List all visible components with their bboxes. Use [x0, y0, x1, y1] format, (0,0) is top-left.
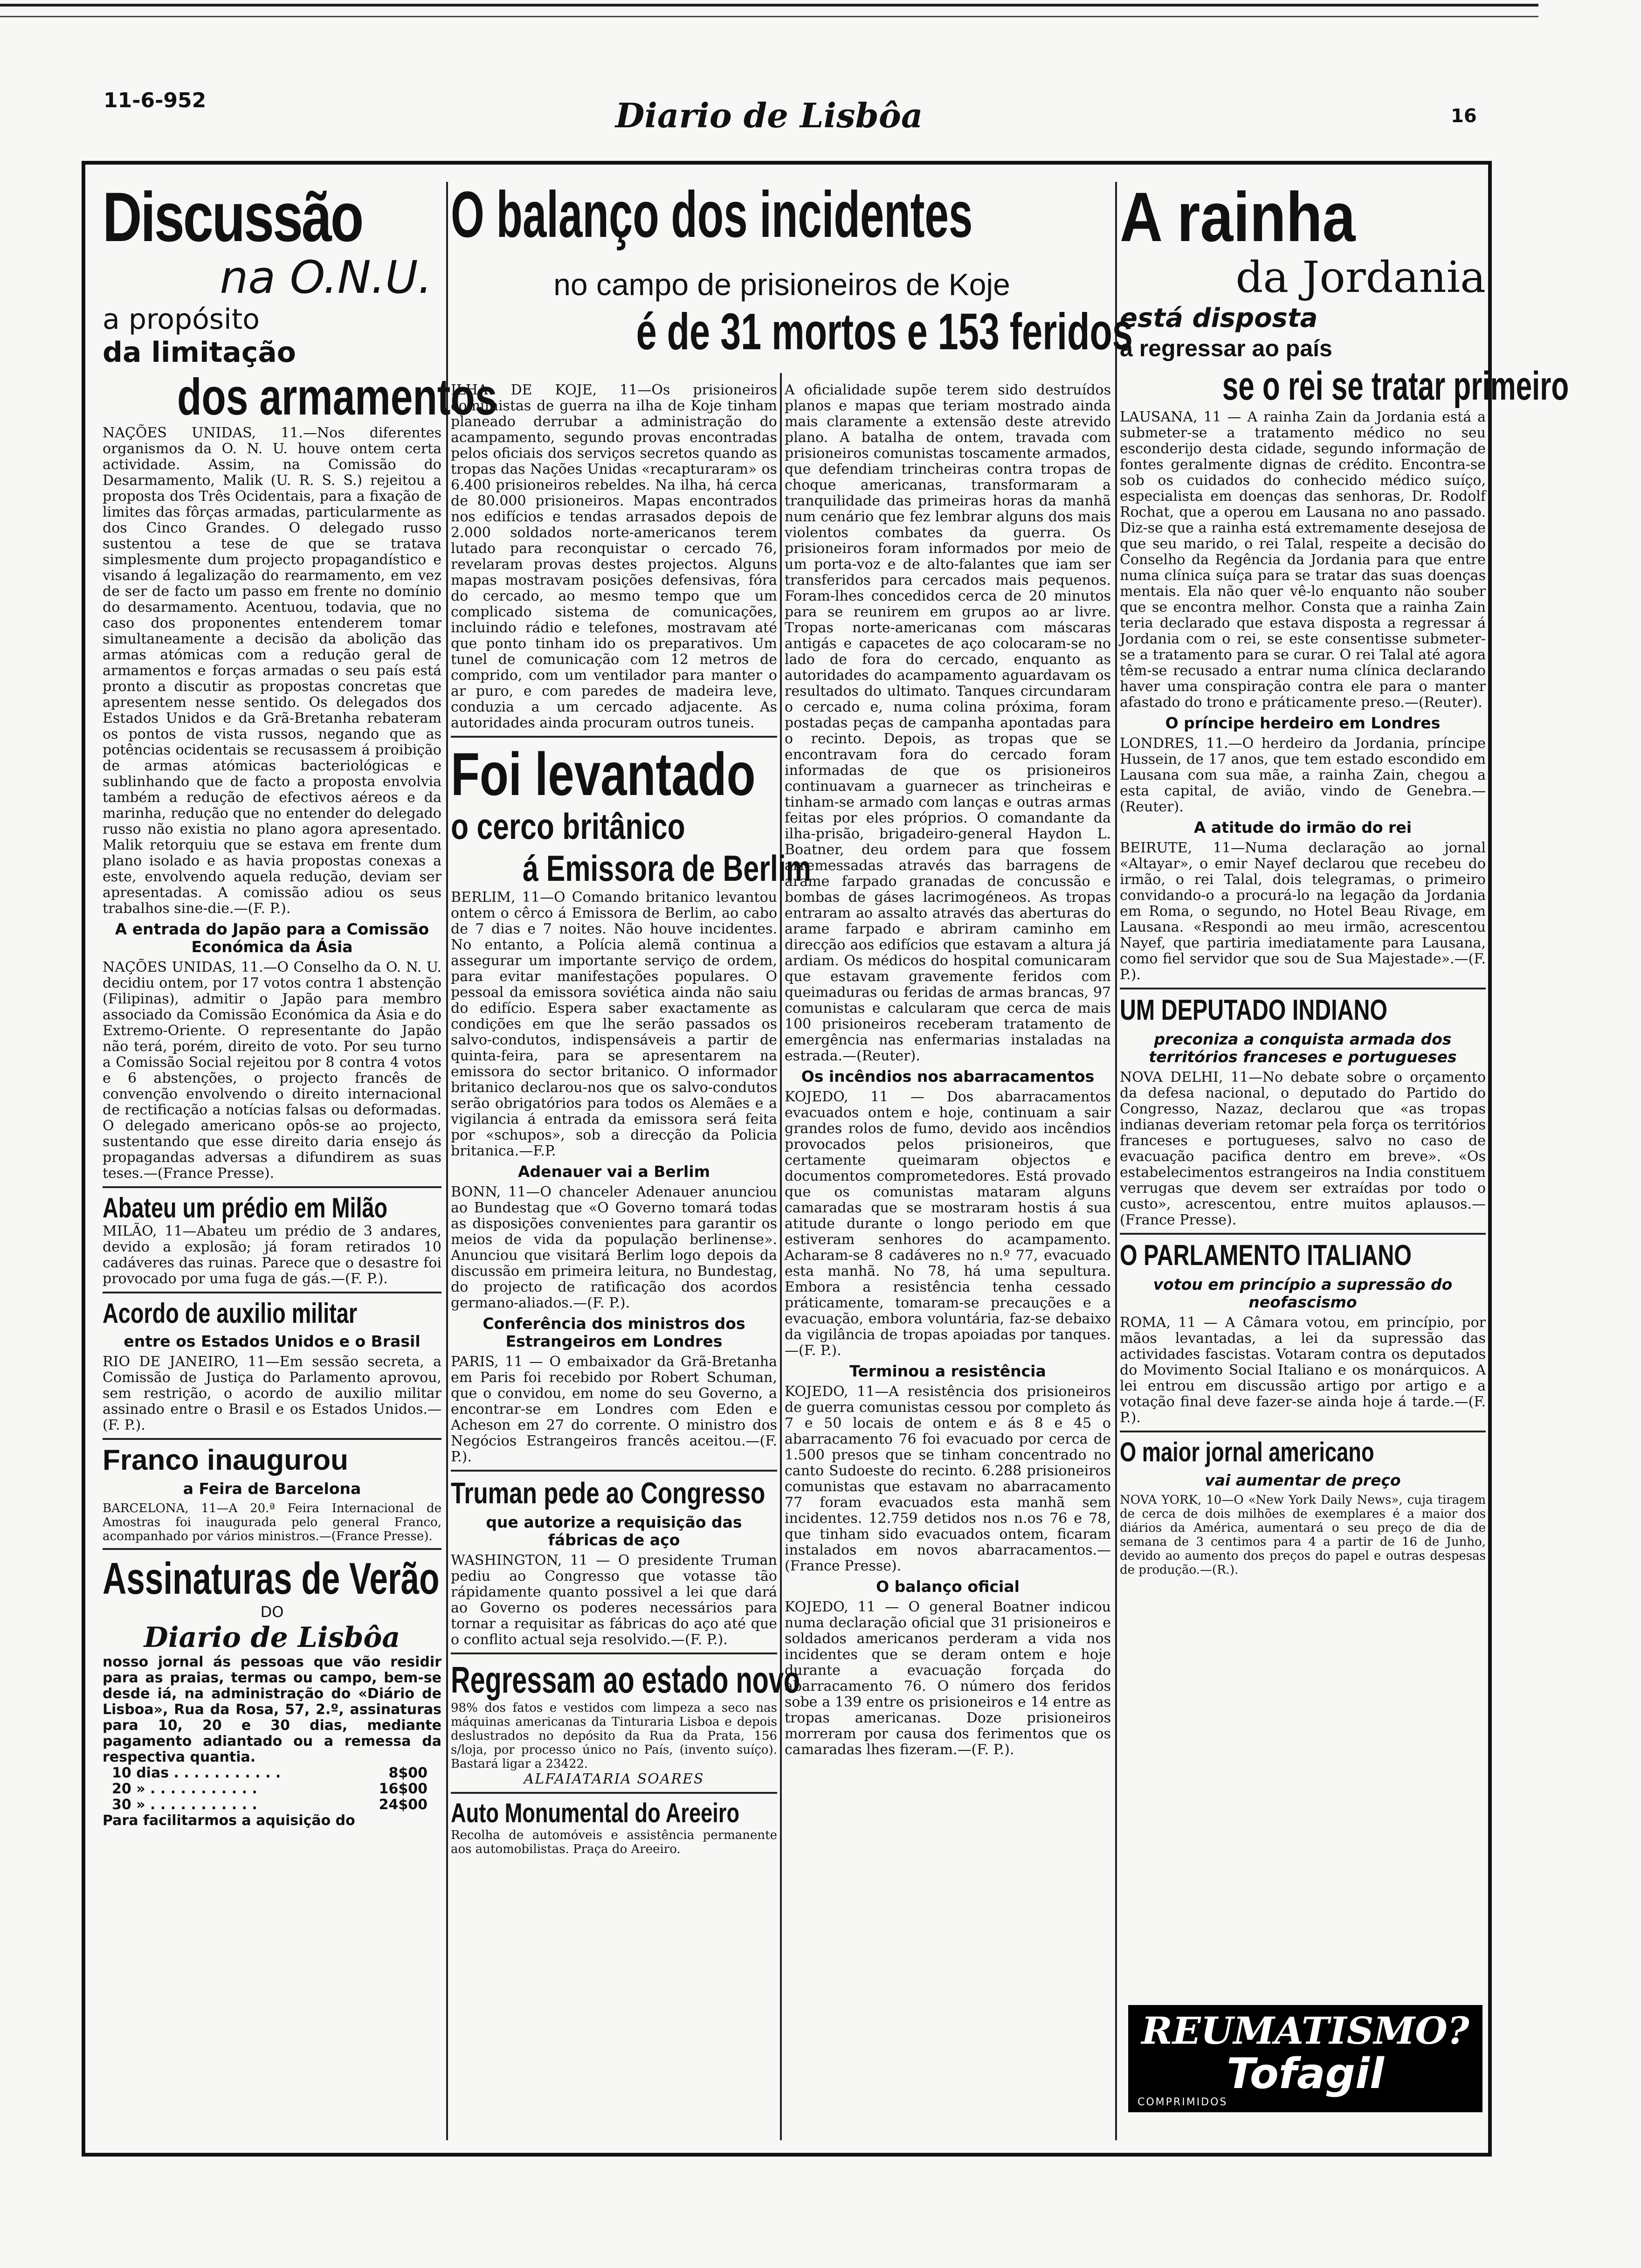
subhead-incendios: Os incêndios nos abarracamentos: [801, 1067, 1095, 1086]
headline-koje: no campo de prisioneiros de Koje: [553, 267, 1010, 302]
ad-regressam-signature: ALFAIATARIA SOARES: [524, 1771, 704, 1787]
headline-foi-levantado: Foi levantado: [451, 740, 756, 808]
column-rule-1: [446, 182, 448, 2140]
divider: [451, 1792, 777, 1794]
column-4: [1120, 178, 1569, 2140]
column-2: [451, 382, 811, 2136]
price-value: 24$00: [379, 1797, 427, 1813]
top-border-rule: [0, 4, 1538, 7]
article-incendios-body: KOJEDO, 11 — Dos abarracamentos evacuados ontem e hoje, continuam a sair grandes rolos de fumo, devido aos incêndios provocados pelos prisioneiros, que certamente queimaram objectos e documentos comprometedores. Está provado que os comunistas mataram alguns camaradas que se mostraram hostis á sua atitude durante o longo periodo em que estiveram senhores do acampamento. Acharam-se 8 cadáveres no n.º 77, evacuado esta manhã. No 78, há uma sepultura. Embora a resistência tenha cessado práticamente, tomaram-se precauções e a evacuação, embora voluntária, faz-se debaixo da vigilância de tropas apoiadas por tanques.—(F. P.).: [785, 1089, 1111, 1359]
ad-comprimidos: COMPRIMIDOS: [1138, 2096, 1228, 2108]
headline-rei: se o rei se tratar primeiro: [1222, 364, 1569, 408]
divider: [103, 1292, 441, 1293]
article-principe-body: LONDRES, 11.—O herdeiro da Jordania, príncipe Hussein, de 17 anos, que tem estado escondido em Lausana com sua mãe, a rainha Zain, chegou a esta capital, de avião, vindo de Genebra.—(Reuter).: [1120, 735, 1486, 815]
article-terminou-body: KOJEDO, 11—A resistência dos prisioneiros de guerra comunistas cessou por completo ás 7 e 50 locais de ontem e ás 8 e 45 o abarracamento 76 foi evacuado por cerca de 1.500 presos que se tinham concentrado no canto Sudoeste do recinto. 6.288 prisioneiros comunistas que estavam no abarracamento 77 foram evacuados esta manhã sem incidentes. 12.759 detidos nos n.os 76 e 78, que tinham sido evacuados ontem, ficaram instalados em novos abarracamentos.—(France Presse).: [785, 1383, 1111, 1574]
ad-tofagil: Tofagil: [1227, 2049, 1384, 2098]
article-assinaturas-body: nosso jornal ás pessoas que vão residir para as praias, termas ou campo, bem-se desde iá, na administração do «Diário de Lisboa», Rua da Rosa, 57, 2.º, assinaturas para 10, 20 e 30 dias, mediante pagamento adiantado ou a remessa da respectiva quantia.: [103, 1654, 441, 1765]
headline-truman: Truman pede ao Congresso: [451, 1476, 765, 1510]
headline-franco: Franco inaugurou: [103, 1444, 348, 1476]
headline-emissora: á Emissora de Berlim: [523, 848, 811, 889]
headline-disposta: está disposta: [1120, 303, 1318, 333]
article-milao-body: MILÃO, 11—Abateu um prédio de 3 andares, devido a explosão; já foram retirados 10 cadáveres das ruinas. Parece que o desastre foi provocado por uma fuga de gás.—(F. P.).: [103, 1223, 441, 1287]
headline-jornal: O maior jornal americano: [1120, 1437, 1374, 1467]
subhead-adenauer: Adenauer vai a Berlim: [517, 1162, 710, 1181]
headline-parlamento: O PARLAMENTO ITALIANO: [1120, 1239, 1412, 1272]
price-label: 20 » . . . . . . . . . . .: [112, 1781, 257, 1797]
subhead-principe: O príncipe herdeiro em Londres: [1165, 714, 1441, 732]
article-adenauer-body: BONN, 11—O chanceler Adenauer anunciou ao Bundestag que «O Governo tomará todas as disposições convenientes para garantir os meios de vida da população berlinense». Anunciou que visitará Berlim logo depois da discussão em primeira leitura, no Bundestag, do projecto de ratificação dos acordos germano-aliados.—(F. P.).: [451, 1184, 777, 1311]
article-irmao-body: BEIRUTE, 11—Numa declaração ao jornal «Altayar», o emir Nayef declarou que recebeu do irmão, o rei Talal, dois telegramas, o primeiro convidando-o a procurá-lo na legação da Jordania em Roma, o segundo, no Hotel Beau Rivage, em Lausana. «Respondi ao meu irmão, acrescentou Nayef, que partiria imediatamente para Lausana, como fiel servidor que sou de Sua Majestade».—(F. P.).: [1120, 840, 1486, 983]
price-row: [112, 1797, 441, 1813]
subhead-conferencia: Conferência dos ministros dos Estrangeiros em Londres: [483, 1314, 745, 1350]
article-balanco-oficial-body: KOJEDO, 11 — O general Boatner indicou numa declaração oficial que 31 prisioneiros e soldados americanos perderam a vida nos incidentes que se deram ontem e hoje durante a evacuação forçada do abarracamento 76. O número dos feridos sobe a 139 entre os prisioneiros e 14 entre as tropas americanas. Doze prisioneiros morreram por causa dos ferimentos que os camaradas lhes fizeram.—(F. P.).: [785, 1599, 1111, 1758]
assinaturas-tail: Para facilitarmos a aquisição do: [103, 1812, 355, 1829]
divider: [1120, 1431, 1486, 1432]
headline-acordo: Acordo de auxilio militar: [103, 1298, 358, 1329]
column-1: [103, 178, 497, 2140]
koje-headline-block: [451, 178, 1133, 378]
divider: [103, 1438, 441, 1440]
assinaturas-paper-name: Diario de Lisbôa: [144, 1621, 400, 1654]
top-border-rule-thin: [0, 16, 1538, 17]
article-deputado-body: NOVA DELHI, 11—No debate sobre o orçamento da defesa nacional, o deputado do Partido do Congresso, Nazaz, declarou que «as tropas indianas deveriam retomar pela força os territórios franceses e portugueses, salvo no caso de evacuação pacifica dentro em breve». «Os estabelecimentos estrangeiros na India constituem verrugas que devem ser extraídas por todo o custo», acrescentou, entre muitos aplausos.—(France Presse).: [1120, 1069, 1486, 1228]
price-value: 8$00: [388, 1765, 427, 1781]
article-rainha-body: LAUSANA, 11 — A rainha Zain da Jordania está a submeter-se a tratamento médico no seu esconderijo desta cidade, segundo informação de fontes geralmente dignas de crédito. Encontra-se sob os cuidados do conhecido médico suíço, especialista em doenças das senhoras, Dr. Rodolf Rochat, que a operou em Lausana no ano passado. Diz-se que a rainha está extremamente desejosa de que seu marido, o rei Talal, respeite a decisão do Conselho da Regência da Jordania para que entre numa clínica suíça para se tratar das suas doenças mentais. Ela não quer vê-lo enquanto não souber que se encontra melhor. Consta que a rainha Zain teria declarado que estava disposta a regressar á Jordania com o rei, se este consentisse submeter-se a tratamento para se curar. O rei Talal até agora têm-se recusado a entrar numa clínica declarando haver uma conspiração contra ele para o manter afastado do trono e práticamente preso.—(Reuter).: [1120, 409, 1486, 711]
ad-auto-body: Recolha de automóveis e assistência permanente aos automobilistas. Praça do Areeiro.: [451, 1828, 777, 1856]
subhead-jornal: vai aumentar de preço: [1205, 1471, 1401, 1489]
ad-regressam-body: 98% dos fatos e vestidos com limpeza a seco nas máquinas americanas da Tinturaria Lisboa e depois deslustrados no depósito da Rua da Prata, 156 s/loja, por processo único no País, (invento suíço). Bastará ligar a 23422.: [451, 1701, 777, 1771]
headline-discussao: Discussão: [103, 178, 363, 256]
subhead-parlamento: votou em princípio a supressão do neofascismo: [1153, 1275, 1453, 1311]
price-label: 10 dias . . . . . . . . . . .: [112, 1765, 281, 1781]
headline-auto: Auto Monumental do Areeiro: [451, 1798, 740, 1828]
subhead-deputado: preconiza a conquista armada dos territórios franceses e portugueses: [1149, 1030, 1457, 1066]
article-conferencia-body: PARIS, 11 — O embaixador da Grã-Bretanha em Paris foi recebido por Robert Schuman, que o convidou, em nome do seu Governo, a encontrar-se em Londres com Eden e Acheson em 27 do corrente. O ministro dos Negócios Estrangeiros francês aceitou.—(F. P.).: [451, 1354, 777, 1465]
headline-regressam: Regressam ao estado novo: [451, 1659, 800, 1701]
subhead-balanco-oficial: O balanço oficial: [876, 1577, 1020, 1596]
divider: [451, 1653, 777, 1654]
headline-milao: Abateu um prédio em Milão: [103, 1192, 388, 1224]
headline-proposito: a propósito: [103, 303, 260, 336]
ad-reumatismo: REUMATISMO?: [1141, 2009, 1469, 2053]
issue-date: 11-6-952: [103, 89, 207, 112]
newspaper-title: Diario de Lisbôa: [615, 96, 923, 135]
price-label: 30 » . . . . . . . . . . .: [112, 1797, 257, 1813]
article-franco-body: BARCELONA, 11—A 20.ª Feira Internacional de Amostras foi inaugurada pelo general Franco, acompanhado por vários ministros.—(France Presse).: [103, 1501, 441, 1543]
price-row: [112, 1765, 441, 1781]
headline-mortos: é de 31 mortos e 153 feridos: [636, 303, 1133, 360]
headline-rainha: A rainha: [1120, 178, 1356, 256]
page-number: 16: [1451, 105, 1477, 127]
headline-limitacao: da limitação: [103, 336, 296, 369]
divider: [103, 1186, 441, 1188]
price-value: 16$00: [379, 1781, 427, 1797]
price-row: [112, 1781, 441, 1797]
column-rule-3: [1115, 182, 1117, 2140]
assinaturas-do: DO: [260, 1603, 284, 1621]
headline-regressar: a regressar ao país: [1120, 335, 1332, 361]
article-japao-body: NAÇÕES UNIDAS, 11.—O Conselho da O. N. U. decidiu ontem, por 17 votos contra 1 abstenção (Filipinas), admitir o Japão para membro associado da Comissão Económica da Ásia e do Extremo-Oriente. O representante do Japão não terá, porém, direito de voto. Por seu turno a Comissão Social rejeitou por 8 contra 4 votos e 6 abstenções, o projecto francês de convenção envolvendo o direito internacional de rectificação a notícias falsas ou deformadas. O delegado americano opôs-se ao projecto, sustentando que esse direito daria ensejo ás propagandas adversas a difundirem as suas teses.—(France Presse).: [103, 959, 441, 1182]
article-parlamento-body: ROMA, 11 — A Câmara votou, em princípio, por mãos levantadas, a lei da supressão das actividades fascistas. Votaram contra os deputados do Movimento Social Italiano e os monárquicos. A lei entrou em discussão artigo por artigo e a votação final deve fazer-se ainda hoje á tarde.—(F. P.).: [1120, 1314, 1486, 1426]
headline-onu: na O.N.U.: [220, 251, 432, 304]
column-rule-2: [780, 373, 782, 2140]
divider: [451, 1470, 777, 1472]
headline-balanco: O balanço dos incidentes: [451, 178, 973, 251]
headline-assinaturas: Assinaturas de Verão: [103, 1554, 440, 1604]
divider: [103, 1548, 441, 1550]
headline-deputado: UM DEPUTADO INDIANO: [1120, 994, 1388, 1026]
subhead-acordo: entre os Estados Unidos e o Brasil: [124, 1332, 421, 1350]
subhead-franco: a Feira de Barcelona: [183, 1480, 361, 1498]
subhead-truman: que autorize a requisição das fábricas de aço: [486, 1513, 742, 1549]
divider: [1120, 1233, 1486, 1235]
tofagil-advert: [1128, 2005, 1482, 2112]
headline-armamentos: dos armamentos: [177, 368, 497, 426]
article-truman-body: WASHINGTON, 11 — O presidente Truman pediu ao Congresso que votasse tão rápidamente quanto possivel a lei que dará ao Governo os poderes necessários para tornar a requisitar as fábricas do aço até que o conflito actual seja resolvido.—(F. P.).: [451, 1552, 777, 1648]
column-3: [785, 382, 1111, 2136]
article-onu-body: NAÇÕES UNIDAS, 11.—Nos diferentes organismos da O. N. U. houve ontem certa actividade. Assim, na Comissão do Desarmamento, Malik (U. R. S. S.) rejeitou a proposta dos Três Ocidentais, para a fixação de limites das fôrças armadas, particularmente as dos Cinco Grandes. O delegado russo sustentou a tese de que se tratava simplesmente dum projecto propagandístico e visando á legalização do rearmamento, em vez de ser de facto um passo em frente no domínio do desarmamento. Acentuou, todavia, que no caso dos proponentes entenderem tomar simultaneamente a decisão da abolição das armas atómicas com a redução geral de armamentos e forças armadas o seu país está pronto a discutir as propostas concretas que apresentem nesse sentido. Os delegados dos Estados Unidos e da Grã-Bretanha rebateram os pontos de vista russos, negando que as potências ocidentais se recusassem á proibição de armas atómicas bacteriológicas e sublinhando que de facto a proposta envolvia também a redução de efectivos aéreos e da marinha, redução que no entender do delegado russo não existia no plano agora apresentado. Malik retorquiu que se estava em frente dum plano isolado e as havia propostas conexas a este, envolvendo aquela redução, deviam ser apresentadas. A comissão adiou os seus trabalhos sine-die.—(F. P.).: [103, 425, 441, 917]
article-koje-body: ILHA DE KOJE, 11—Os prisioneiros comunistas de guerra na ilha de Koje tinham planeado derrubar a administração do acampamento, segundo provas encontradas pelos oficiais dos serviços secretos quando as tropas das Nações Unidas «recapturaram» os 6.400 prisioneiros rebeldes. Na ilha, há cerca de 80.000 prisioneiros. Mapas encontrados nos edifícios e tendas arrasados depois de 2.000 soldados norte-americanos terem lutado para reconquistar o cercado 76, revelaram provas destes projectos. Alguns mapas mostravam posições defensivas, fóra do cercado, ao mesmo tempo que um complicado sistema de comunicações, incluindo rádio e telefones, mostravam até que ponto tinham ido os preparativos. Um tunel de comunicação com 12 metros de comprido, com um ventilador para manter o ar puro, e com paredes de madeira leve, conduzia a um cercado adjacente. As autoridades ainda procuram outros tuneis.: [451, 382, 777, 731]
subhead-terminou: Terminou a resistência: [849, 1362, 1046, 1380]
article-acordo-body: RIO DE JANEIRO, 11—Em sessão secreta, a Comissão de Justiça do Parlamento aprovou, sem restrição, o acordo de auxilio militar assinado entre o Brasil e os Estados Unidos.—(F. P.).: [103, 1354, 441, 1433]
divider: [451, 736, 777, 738]
subhead-japao: A entrada do Japão para a Comissão Económica da Ásia: [115, 920, 429, 956]
article-jornal-body: NOVA YORK, 10—O «New York Daily News», cuja tiragem de cerca de dois milhões de exemplares é a maior dos diários da América, aumentará o seu preço de dia de semana de 3 centimos para 4 a partir de 16 de Junho, devido ao aumento dos preços do papel e outras despesas de produção.—(R.).: [1120, 1493, 1486, 1577]
divider: [1120, 988, 1486, 989]
article-berlim-body: BERLIM, 11—O Comando britanico levantou ontem o cêrco á Emissora de Berlim, ao cabo de 7 dias e 7 noites. Não houve incidentes. No entanto, a Polícia alemã continua a assegurar um importante serviço de ordem, para evitar manifestações populares. O pessoal da emissora soviética ainda não saiu do edifício. Espera saber exactamente as condições em que lhe serão passados os salvo-condutos, indispensáveis a partir de quinta-feira, para se apresentarem na emissora do sector britanico. O informador britanico declarou-nos que os salvo-condutos serão obrigatórios para todos os Alemães e a vigilancia á entrada da emissora será feita por «schupos», sob a direcção da Policia britanica.—F.P.: [451, 889, 777, 1159]
subhead-irmao: A atitude do irmão do rei: [1193, 818, 1412, 837]
headline-jordania: da Jordania: [1235, 252, 1486, 302]
headline-cerco: o cerco britânico: [451, 806, 685, 847]
article-koje-continued: A oficialidade supõe terem sido destruídos planos e mapas que teriam mostrado ainda mais claramente a extensão deste atrevido plano. A batalha de ontem, travada com prisioneiros comunistas toscamente armados, que defendiam trincheiras contra tropas de choque americanas, transformaram a tranquilidade das primeiras horas da manhã num cenário que fez lembrar alguns dos mais violentos combates da guerra. Os prisioneiros foram informados por meio de um porta-voz e de alto-falantes que iam ser transferidos para cercados mais pequenos. Foram-lhes concedidos cerca de 20 minutos para se reunirem em grupos ao ar livre. Tropas norte-americanas com máscaras antigás e capacetes de aço colocaram-se no lado de fora do cercado, enquanto as autoridades do acampamento aguardavam os resultados do ultimato. Tanques circundaram o cercado e, numa colina próxima, foram postadas peças de campanha apontadas para o recinto. Depois, as tropas que se encontravam fora do cercado foram informadas de que os prisioneiros continuavam a guarnecer as trincheiras e tinham-se armado com lanças e outras armas feitas por eles próprios. O comandante da ilha-prisão, brigadeiro-general Haydon L. Boatner, deu ordem para que fossem arremessadas através das barragens de arame farpado granadas de concussão e bombas de gáses lacrimogéneos. As tropas entraram ao assalto através das aberturas do arame farpado e abriram caminho em direcção aos edifícios que estavam a altura já ardiam. Os médicos do hospital comunicaram que estavam gravemente feridos com queimaduras ou feridas de armas brancas, 97 comunistas e calcularam que cerca de mais 100 prisioneiros receberam tratamento de emergência nas enfermarias instaladas na estrada.—(Reuter).: [785, 382, 1111, 1064]
price-list: [103, 1765, 441, 1813]
